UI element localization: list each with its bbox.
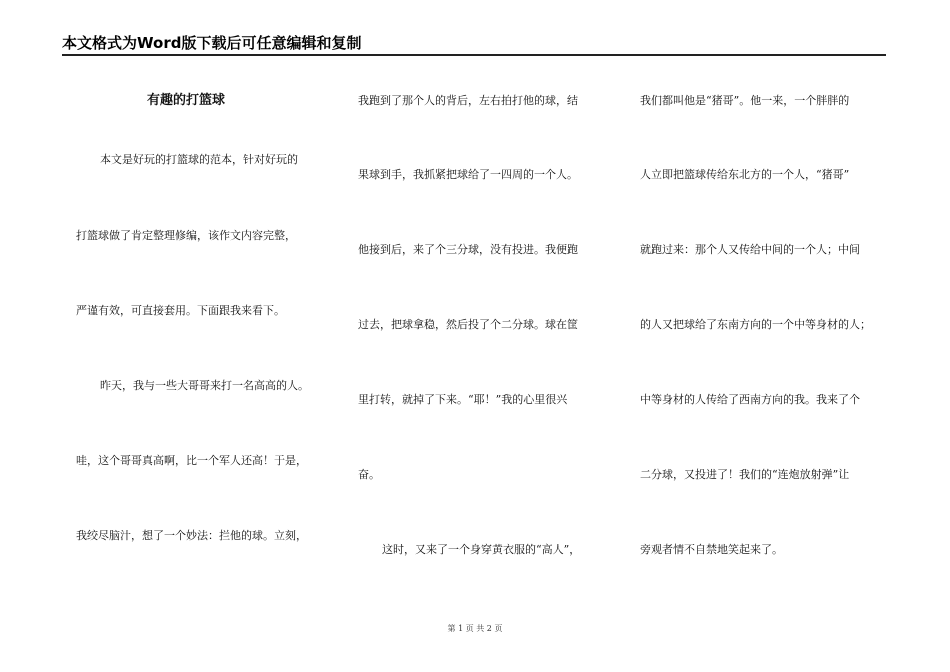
text-line: 就跑过来：那个人又传给中间的一个人；中间 [640,243,860,256]
text-line: 中等身材的人传给了西南方向的我。我来了个 [640,393,860,406]
text-line: 里打转，就掉了下来。“耶！”我的心里很兴 [358,393,568,406]
page-number: 第 1 页 共 2 页 [447,624,503,633]
text-line: 的人又把球给了东南方向的一个中等身材的人； [640,318,871,331]
text-line: 他接到后，来了个三分球，没有投进。我便跑 [358,243,578,256]
text-line: 哇，这个哥哥真高啊，比一个军人还高！于是， [76,454,307,467]
text-line: 果球到手，我抓紧把球给了一四周的一个人。 [358,168,578,181]
document-title: 有趣的打篮球 [147,93,226,108]
header-title: 本文格式为Word版下载后可任意编辑和复制 [62,34,362,52]
text-line: 二分球，又投进了！我们的“连炮放射弹”让 [640,468,850,481]
text-line: 我跑到了那个人的背后，左右拍打他的球，结 [358,94,578,107]
text-line: 严谨有效，可直接套用。下面跟我来看下。 [76,304,285,317]
text-line: 打篮球做了肯定整理修编，该作文内容完整， [76,229,296,242]
text-line: 这时，又来了一个身穿黄衣服的“高人”， [382,543,581,556]
text-line: 人立即把篮球传给东北方的一个人，“猪哥” [640,168,850,181]
text-line: 我绞尽脑汁，想了一个妙法：拦他的球。立刻， [76,529,307,542]
text-line: 本文是好玩的打篮球的范本，针对好玩的 [100,153,298,166]
text-line: 奋。 [358,468,380,481]
text-line: 旁观者情不自禁地笑起来了。 [640,543,783,556]
text-line: 昨天，我与一些大哥哥来打一名高高的人。 [100,379,309,392]
text-line: 过去，把球拿稳，然后投了个二分球。球在筐 [358,318,578,331]
text-line: 我们都叫他是“猪哥”。他一来，一个胖胖的 [640,94,850,107]
document-header [62,34,886,56]
